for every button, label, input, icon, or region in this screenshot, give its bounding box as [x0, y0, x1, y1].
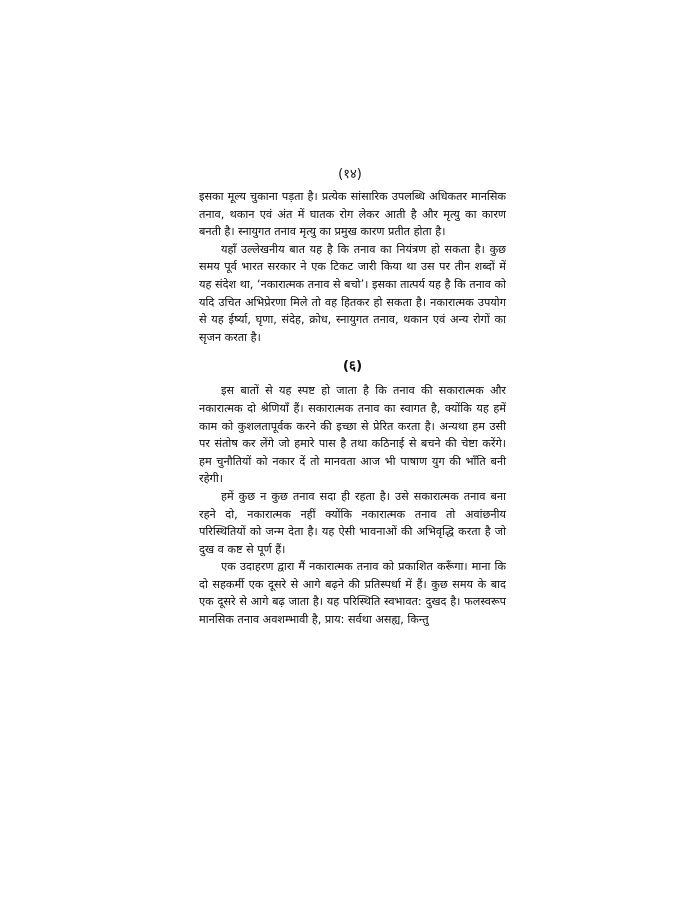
page-body [199, 188, 506, 629]
page-number: (१४) [338, 167, 362, 182]
paragraph-5: एक उदाहरण द्वारा मैं नकारात्मक तनाव को प्रकाशित करूँगा। माना कि दो सहकर्मी एक दूसरे से आगे बढ़ने की प्रतिस्पर्धा में हैं। कुछ समय के बाद एक दूसरे से आगे बढ़ जाता है। यह परिस्थिति स्वभावत: दुखद है। फलस्वरूप मानसिक तनाव अवशम्भावी है, प्राय: सर्वथा असह्य, किन्तु [199, 560, 506, 627]
paragraph-4: हमें कुछ न कुछ तनाव सदा ही रहता है। उसे सकारात्मक तनाव बना रहने दो, नकारात्मक नहीं क्योंकि नकारात्मक तनाव तो अवांछनीय परिस्थितियों को जन्म देता है। यह ऐसी भावनाओं की अभिवृद्धि करता है जो दुख व कष्ट से पूर्ण हैं। [199, 489, 506, 556]
paragraph-3: इस बातों से यह स्पष्ट हो जाता है कि तनाव की सकारात्मक और नकारात्मक दो श्रेणियाँ हैं। सकारात्मक तनाव का स्वागत है, क्योंकि यह हमें काम को कुशलतापूर्वक करने की इच्छा से प्रेरित करता है। अन्यथा हम उसी पर संतोष कर लेंगे जो हमारे पास है तथा कठिनाई से बचने की चेष्टा करेंगे। हम चुनौतियों को नकार दें तो मानवता आज भी पाषाण युग की भाँति बनी रहेगी। [199, 384, 506, 486]
section-heading: (६) [342, 358, 363, 375]
paragraph-1: इसका मूल्य चुकाना पड़ता है। प्रत्येक सांसारिक उपलब्धि अधिकतर मानसिक तनाव, थकान एवं अंत में घातक रोग लेकर आती है और मृत्यु का कारण बनती है। स्नायुगत तनाव मृत्यु का प्रमुख कारण प्रतीत होता है। [199, 190, 506, 239]
paragraph-2: यहाँ उल्लेखनीय बात यह है कि तनाव का नियंत्रण हो सकता है। कुछ समय पूर्व भारत सरकार ने एक टिकट जारी किया था उस पर तीन शब्दों में यह संदेश था, ‘नकारात्मक तनाव से बचो’। इसका तात्पर्य यह है कि तनाव को यदि उचित अभिप्रेरणा मिले तो वह हितकर हो सकता है। नकारात्मक उपयोग से यह ईर्ष्या, घृणा, संदेह, क्रोध, स्नायुगत तनाव, थकान एवं अन्य रोगों का सृजन करता है। [199, 242, 506, 344]
